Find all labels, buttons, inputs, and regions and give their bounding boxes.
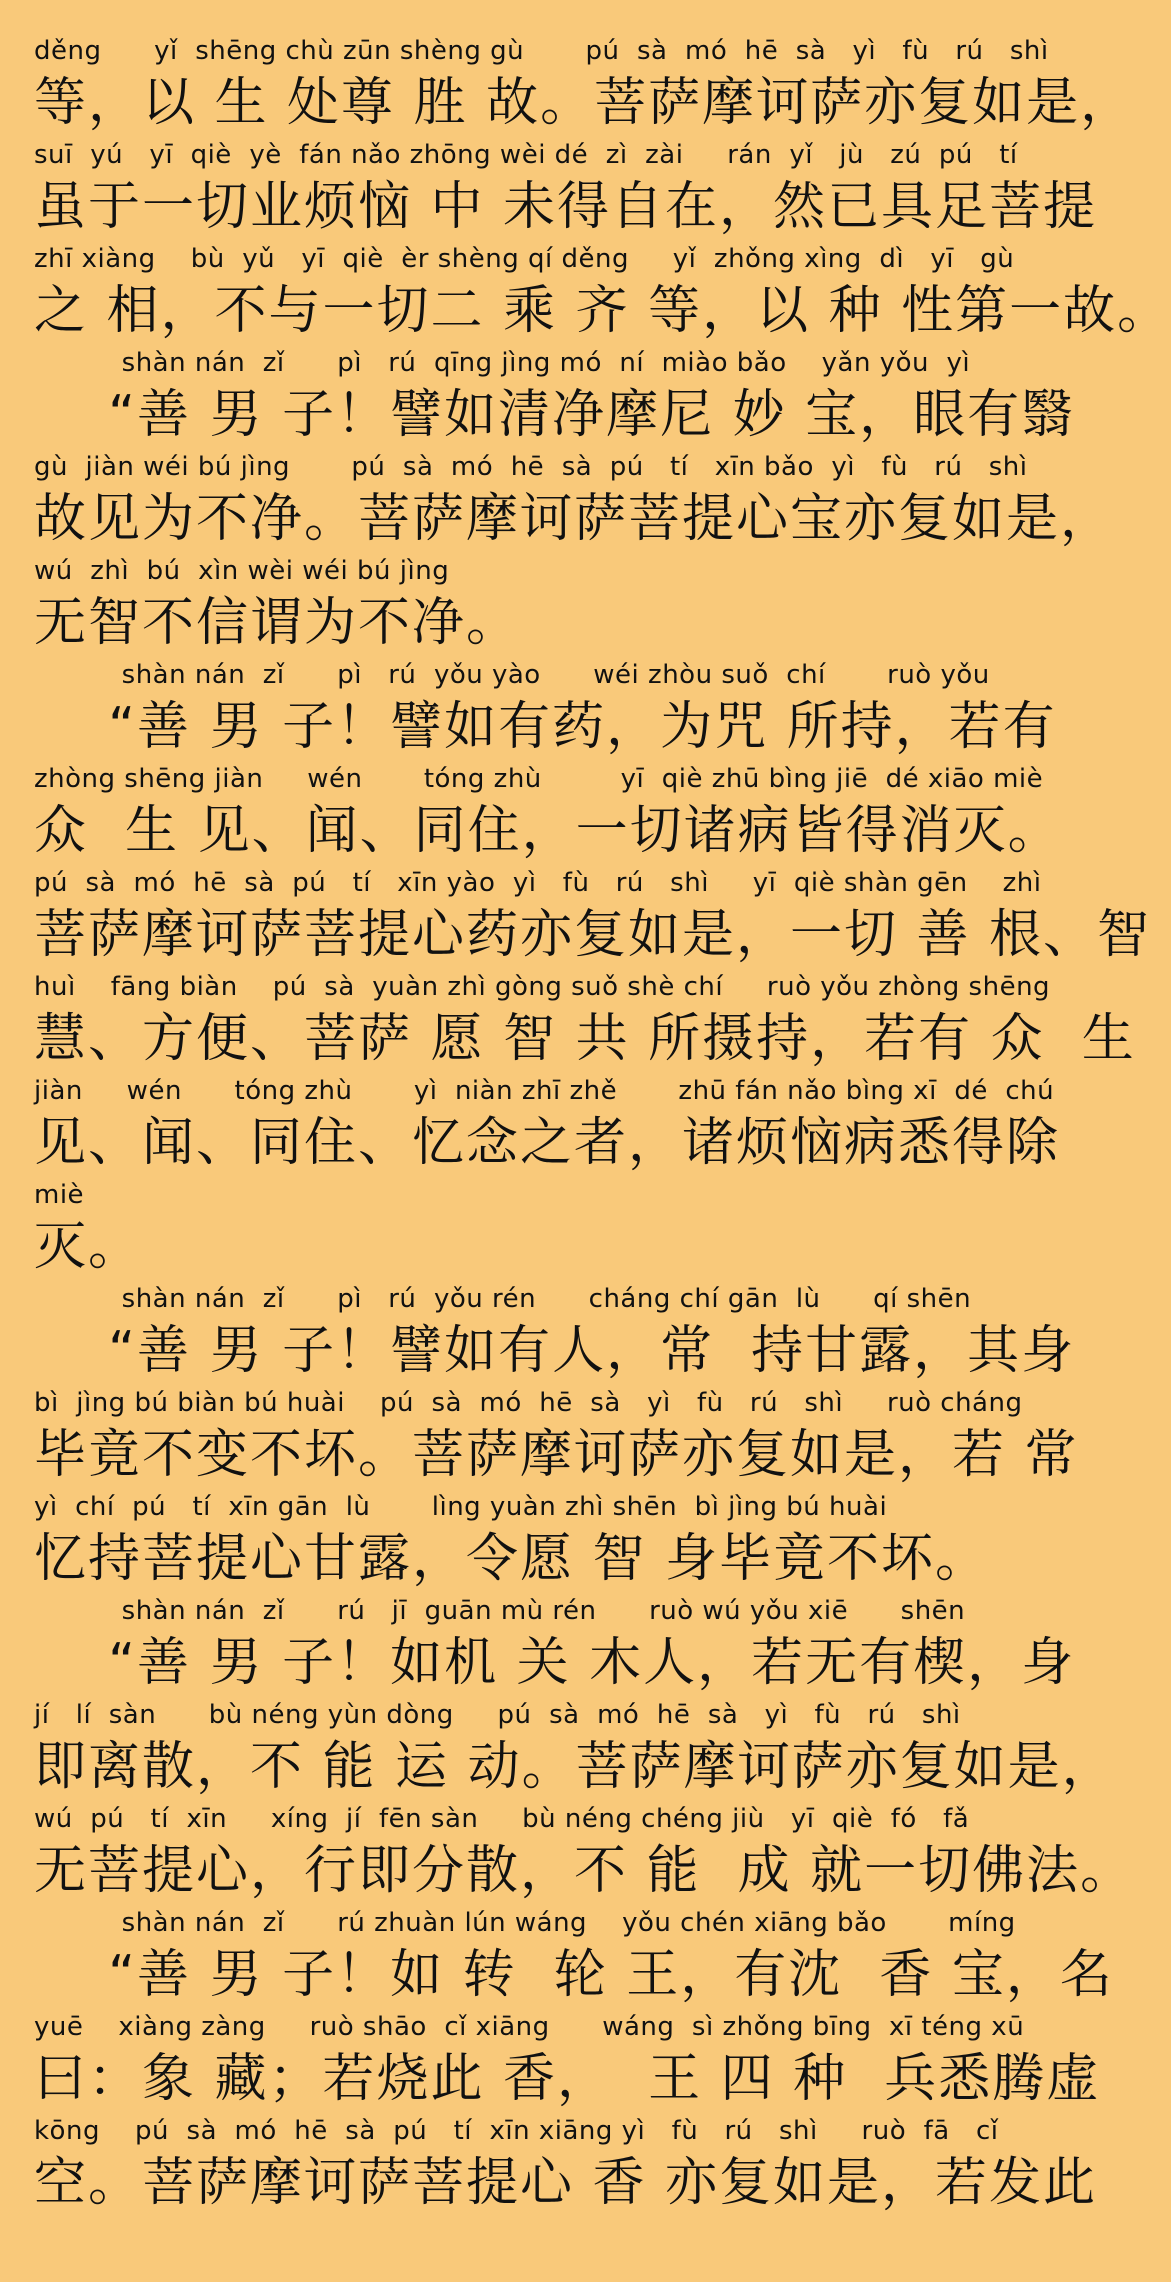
chinese-text: 曰：象 藏；若烧此 香， 王 四 种 兵悉腾虚 bbox=[34, 2049, 1101, 2109]
pinyin-annotation: gù jiàn wéi bú jìng pú sà mó hē sà pú tí xīn bǎo yì fù rú shì bbox=[34, 452, 1028, 482]
text-line bbox=[34, 760, 1062, 864]
chinese-text: “善 男 子！如 转 轮 王，有沈 香 宝，名 bbox=[34, 1945, 1114, 2005]
text-line bbox=[34, 968, 1136, 1072]
text-line bbox=[34, 1904, 1114, 2008]
chinese-text: 无智不信谓为不净。 bbox=[34, 593, 521, 653]
text-line bbox=[34, 864, 1152, 968]
chinese-text: 菩萨摩诃萨菩提心药亦复如是，一切 善 根、智 bbox=[34, 905, 1152, 965]
chinese-text: 忆持菩提心甘露，令愿 智 身毕竟不坏。 bbox=[34, 1529, 990, 1589]
text-line bbox=[34, 448, 1115, 552]
text-line bbox=[34, 1800, 1135, 1904]
pinyin-annotation: shàn nán zǐ rú jī guān mù rén ruò wú yǒu xiē shēn bbox=[34, 1596, 966, 1626]
chinese-text: 之 相，不与一切二 乘 齐 等，以 种 性第一故。 bbox=[34, 281, 1171, 341]
chinese-text: “善 男 子！譬如清净摩尼 妙 宝，眼有翳 bbox=[34, 385, 1076, 445]
pinyin-annotation: miè bbox=[34, 1180, 85, 1210]
pinyin-annotation: zhòng shēng jiàn wén tóng zhù yī qiè zhū bìng jiē dé xiāo miè bbox=[34, 764, 1044, 794]
text-line bbox=[34, 1072, 1061, 1176]
text-line bbox=[34, 1280, 1076, 1384]
pinyin-annotation: shàn nán zǐ pì rú yǒu rén cháng chí gān lù qí shēn bbox=[34, 1284, 972, 1314]
pinyin-annotation: kōng pú sà mó hē sà pú tí xīn xiāng yì fù rú shì ruò fā cǐ bbox=[34, 2116, 999, 2146]
text-line bbox=[34, 552, 1046, 656]
chinese-text: 即离散，不 能 运 动。菩萨摩诃萨亦复如是， bbox=[34, 1737, 1116, 1797]
pinyin-annotation: děng yǐ shēng chù zūn shèng gù pú sà mó hē sà yì fù rú shì bbox=[34, 36, 1049, 66]
chinese-text: “善 男 子！譬如有药，为咒 所持，若有 bbox=[34, 697, 1057, 757]
pinyin-annotation: pú sà mó hē sà pú tí xīn yào yì fù rú shì yī qiè shàn gēn zhì bbox=[34, 868, 1042, 898]
chinese-text: “善 男 子！如机 关 木人，若无有楔，身 bbox=[34, 1633, 1076, 1693]
pinyin-annotation: wú pú tí xīn xíng jí fēn sàn bù néng chéng jiù yī qiè fó fǎ bbox=[34, 1804, 970, 1834]
pinyin-annotation: yì chí pú tí xīn gān lù lìng yuàn zhì shēn bì jìng bú huài bbox=[34, 1492, 888, 1522]
pinyin-annotation: shàn nán zǐ rú zhuàn lún wáng yǒu chén xiāng bǎo míng bbox=[34, 1908, 1016, 1938]
text-line bbox=[34, 344, 1076, 448]
chinese-text: 无菩提心，行即分散，不 能 成 就一切佛法。 bbox=[34, 1841, 1135, 1901]
text-line bbox=[34, 240, 1171, 344]
text-line bbox=[34, 1488, 1046, 1592]
text-line bbox=[34, 1592, 1076, 1696]
text-line bbox=[34, 1384, 1079, 1488]
pinyin-annotation: jiàn wén tóng zhù yì niàn zhī zhě zhū fán nǎo bìng xī dé chú bbox=[34, 1076, 1055, 1106]
chinese-text: 灭。 bbox=[34, 1217, 143, 1277]
chinese-text: 虽于一切业烦恼 中 未得自在，然已具足菩提 bbox=[34, 177, 1098, 237]
pinyin-annotation: bì jìng bú biàn bú huài pú sà mó hē sà yì fù rú shì ruò cháng bbox=[34, 1388, 1023, 1418]
pinyin-annotation: wú zhì bú xìn wèi wéi bú jìng bbox=[34, 556, 450, 586]
chinese-text: 慧、方便、菩萨 愿 智 共 所摄持，若有 众 生 bbox=[34, 1009, 1136, 1069]
pinyin-annotation: suī yú yī qiè yè fán nǎo zhōng wèi dé zì zài rán yǐ jù zú pú tí bbox=[34, 140, 1018, 170]
chinese-text: 毕竟不变不坏。菩萨摩诃萨亦复如是，若 常 bbox=[34, 1425, 1079, 1485]
chinese-text: 众 生 见、闻、同住，一切诸病皆得消灭。 bbox=[34, 801, 1062, 861]
pinyin-annotation: yuē xiàng zàng ruò shāo cǐ xiāng wáng sì zhǒng bīng xī téng xū bbox=[34, 2012, 1025, 2042]
text-line bbox=[34, 32, 1135, 136]
pinyin-annotation: shàn nán zǐ pì rú qīng jìng mó ní miào bǎo yǎn yǒu yì bbox=[34, 348, 971, 378]
chinese-text: 见、闻、同住、忆念之者，诸烦恼病悉得除 bbox=[34, 1113, 1061, 1173]
text-line bbox=[34, 1176, 1046, 1280]
chinese-text: “善 男 子！譬如有人，常 持甘露，其身 bbox=[34, 1321, 1076, 1381]
text-line bbox=[34, 136, 1098, 240]
chinese-text: 等，以 生 处尊 胜 故。菩萨摩诃萨亦复如是， bbox=[34, 73, 1135, 133]
chinese-text: 空。菩萨摩诃萨菩提心 香 亦复如是，若发此 bbox=[34, 2153, 1098, 2213]
pinyin-annotation: huì fāng biàn pú sà yuàn zhì gòng suǒ shè chí ruò yǒu zhòng shēng bbox=[34, 972, 1051, 1002]
text-line bbox=[34, 2112, 1098, 2216]
text-line bbox=[34, 656, 1057, 760]
pinyin-annotation: shàn nán zǐ pì rú yǒu yào wéi zhòu suǒ chí ruò yǒu bbox=[34, 660, 990, 690]
pinyin-annotation: zhī xiàng bù yǔ yī qiè èr shèng qí děng yǐ zhǒng xìng dì yī gù bbox=[34, 244, 1015, 274]
text-line bbox=[34, 1696, 1116, 1800]
chinese-text: 故见为不净。菩萨摩诃萨菩提心宝亦复如是， bbox=[34, 489, 1115, 549]
pinyin-annotation: jí lí sàn bù néng yùn dòng pú sà mó hē sà yì fù rú shì bbox=[34, 1700, 961, 1730]
text-line bbox=[34, 2008, 1101, 2112]
